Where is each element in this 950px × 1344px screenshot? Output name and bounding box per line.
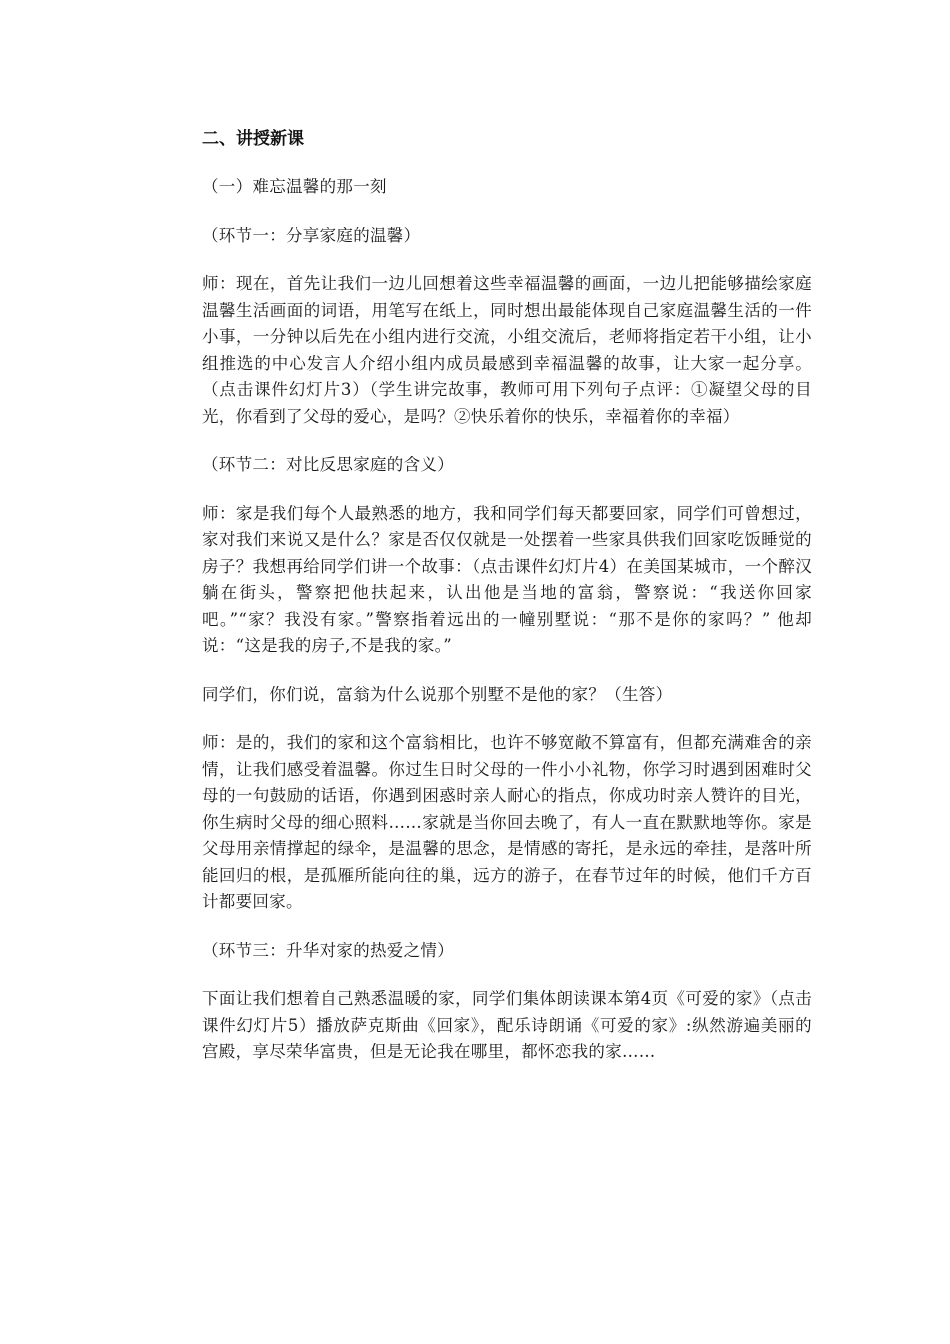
- step-2-answer: 师：是的，我们的家和这个富翁相比，也许不够宽敞不算富有，但都充满难舍的亲情，让我们感受着温馨。你过生日时父母的一件小小礼物，你学习时遇到困难时父母的一句鼓励的话语，你遇到困惑时亲人耐心的指点，你成功时亲人赞许的目光，你生病时父母的细心照料……家就是当你回去晚了，有人一直在默默地等你。家是父母用亲情撑起的绿伞，是温馨的思念，是情感的寄托，是永远的牵挂，是落叶所能回归的根，是孤雁所能向往的巢，远方的游子，在春节过年的时候，他们千方百计都要回家。: [202, 733, 812, 911]
- subsection-title: （一）难忘温馨的那一刻: [202, 177, 387, 196]
- step-2-body: 师：家是我们每个人最熟悉的地方，我和同学们每天都要回家，同学们可曾想过，家对我们来说又是什么？家是否仅仅就是一处摆着一些家具供我们回家吃饭睡觉的房子？我想再给同学们讲一个故事：（点击课件幻灯片4）在美国某城市，一个醉汉躺在街头，警察把他扶起来，认出他是当地的富翁，警察说：“我送你回家吧。”“家？我没有家。”警察指着远出的一幢别墅说：“那不是你的家吗？” 他却说：“这是我的房子,不是我的家。”: [202, 503, 812, 655]
- step-1-body: 师：现在，首先让我们一边儿回想着这些幸福温馨的画面，一边儿把能够描绘家庭温馨生活画面的词语，用笔写在纸上，同时想出最能体现自己家庭温馨生活的一件小事，一分钟以后先在小组内进行交流，小组交流后，老师将指定若干小组，让小组推选的中心发言人介绍小组内成员最感到幸福温馨的故事，让大家一起分享。（点击课件幻灯片3）（学生讲完故事，教师可用下列句子点评：①凝望父母的目光，你看到了父母的爱心，是吗？②快乐着你的快乐，幸福着你的幸福）: [202, 274, 812, 426]
- step-3-body: 下面让我们想着自己熟悉温暖的家，同学们集体朗读课本第4页《可爱的家》（点击课件幻灯片5）播放萨克斯曲《回家》，配乐诗朗诵《可爱的家》:纵然游遍美丽的宫殿，享尽荣华富贵，但是无论我在哪里，都怀恋我的家……: [202, 989, 812, 1061]
- document-page: [202, 126, 812, 1088]
- section-heading: 二、讲授新课: [202, 129, 304, 149]
- step-2-question: 同学们，你们说，富翁为什么说那个别墅不是他的家？（生答）: [202, 684, 673, 704]
- step-2-title: （环节二：对比反思家庭的含义）: [202, 455, 454, 474]
- step-3-title: （环节三：升华对家的热爱之情）: [202, 940, 454, 960]
- step-1-title: （环节一：分享家庭的温馨）: [202, 225, 421, 245]
